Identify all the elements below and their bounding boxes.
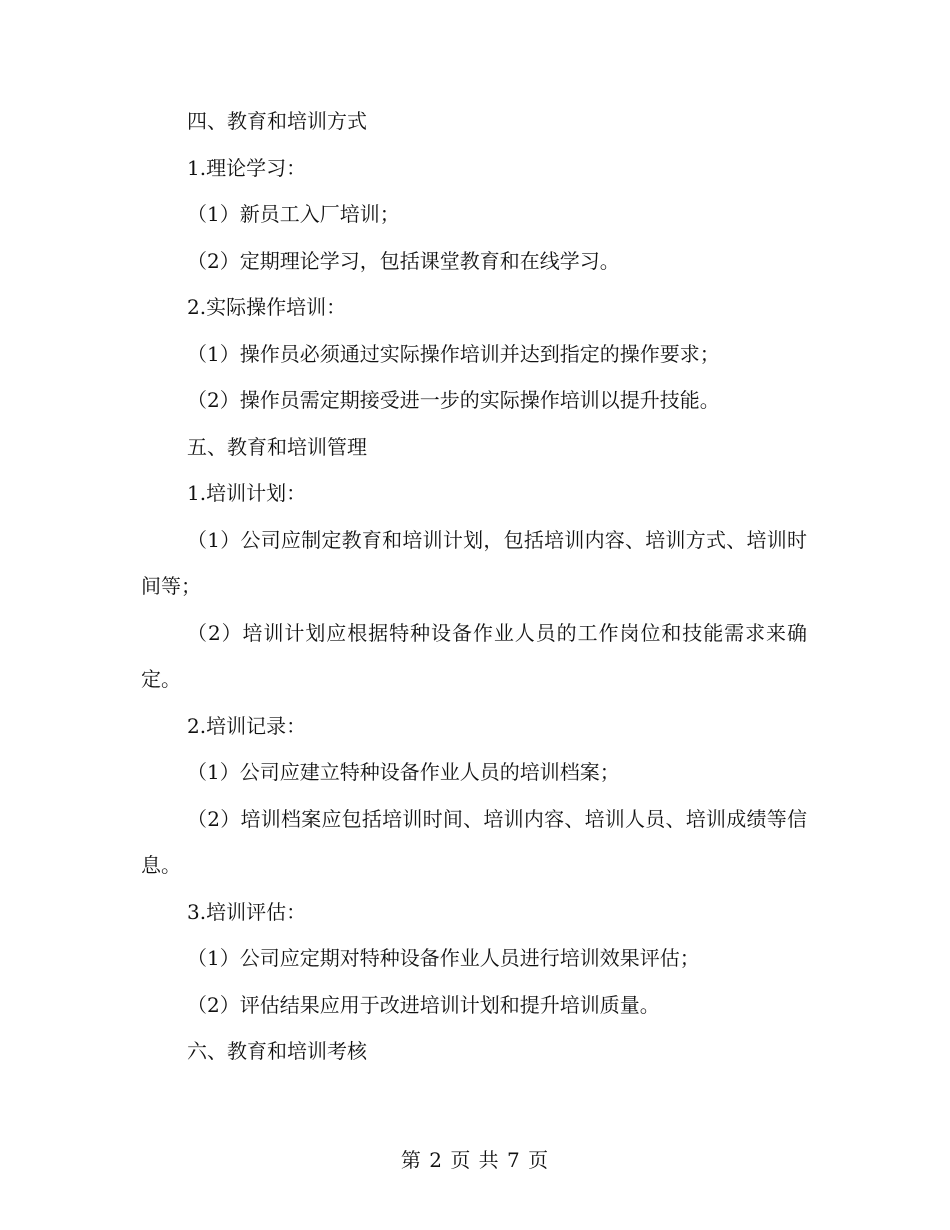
list-item: （2）培训档案应包括培训时间、培训内容、培训人员、培训成绩等信息。 <box>141 806 807 877</box>
section-heading-6: 六、教育和培训考核 <box>187 1039 367 1063</box>
list-item: （1）公司应制定教育和培训计划，包括培训内容、培训方式、培训时间等； <box>141 527 807 598</box>
subheading-training-plan: 1.培训计划： <box>187 481 307 505</box>
subheading-training-records: 2.培训记录： <box>187 713 307 738</box>
list-item: （2）评估结果应用于改进培训计划和提升培训质量。 <box>187 992 660 1017</box>
document-body <box>141 98 807 1075</box>
section-heading-5: 五、教育和培训管理 <box>187 434 367 459</box>
list-item: （1）新员工入厂培训； <box>187 202 400 226</box>
list-item: （1）公司应建立特种设备作业人员的培训档案； <box>187 760 620 784</box>
page-number-footer: 第 2 页 共 7 页 <box>400 1148 550 1172</box>
section-heading-4: 四、教育和培训方式 <box>187 109 367 133</box>
list-item: （2）培训计划应根据特种设备作业人员的工作岗位和技能需求来确定。 <box>141 620 807 691</box>
subheading-practical-training: 2.实际操作培训： <box>187 295 347 319</box>
list-item: （2）操作员需定期接受进一步的实际操作培训以提升技能。 <box>187 388 720 412</box>
subheading-training-evaluation: 3.培训评估： <box>187 899 307 924</box>
list-item: （1）操作员必须通过实际操作培训并达到指定的操作要求； <box>187 341 720 366</box>
subheading-theory-study: 1.理论学习： <box>187 155 307 180</box>
list-item: （1）公司应定期对特种设备作业人员进行培训效果评估； <box>187 946 700 970</box>
list-item: （2）定期理论学习，包括课堂教育和在线学习。 <box>187 248 620 273</box>
